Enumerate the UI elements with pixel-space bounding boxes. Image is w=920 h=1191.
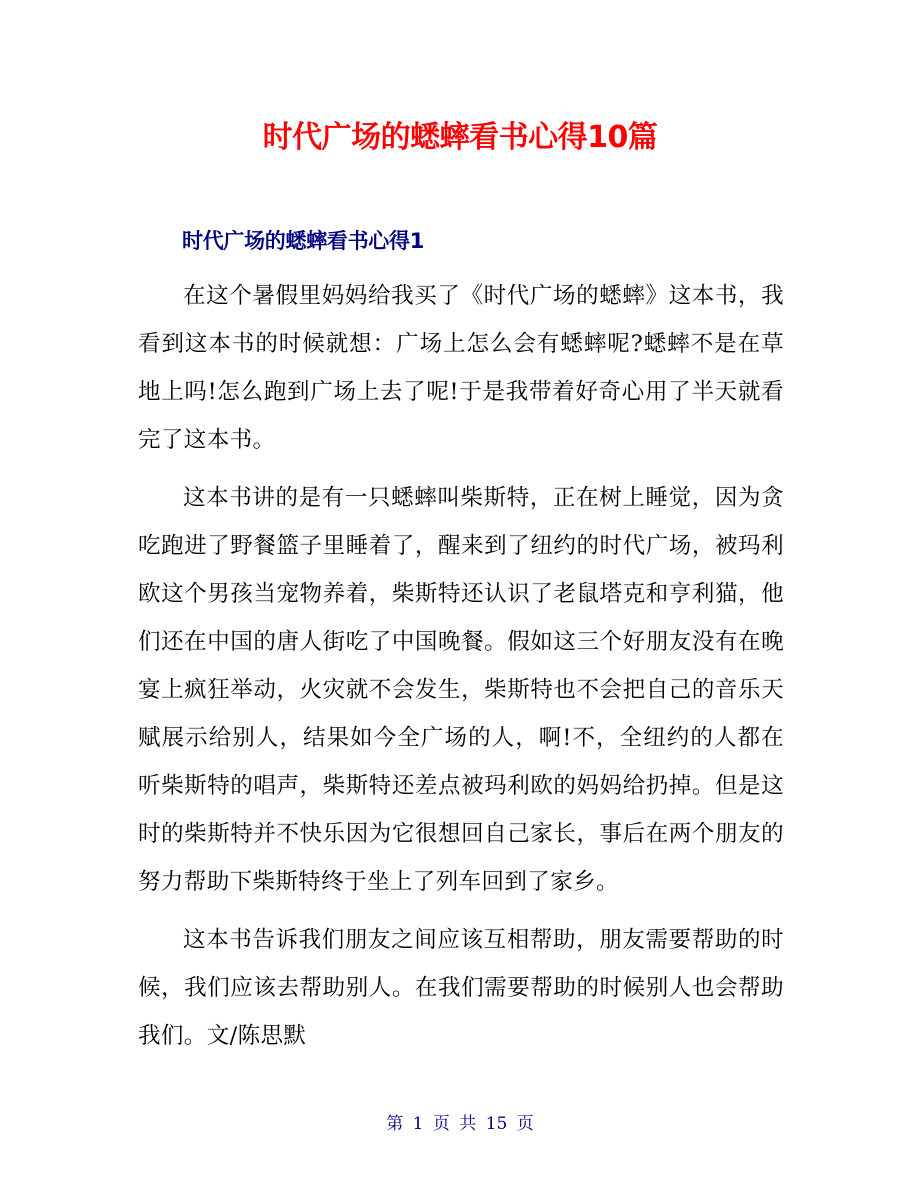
body-paragraph-1: 在这个暑假里妈妈给我买了《时代广场的蟋蟀》这本书，我看到这本书的时候就想：广场上怎么会有蟋蟀呢?蟋蟀不是在草地上吗!怎么跑到广场上去了呢!于是我带着好奇心用了半天就看完了这本书。 <box>138 283 784 453</box>
section-heading: 时代广场的蟋蟀看书心得1 <box>182 229 425 253</box>
document-title: 时代广场的蟋蟀看书心得10篇 <box>262 120 658 155</box>
body-paragraph-3: 这本书告诉我们朋友之间应该互相帮助，朋友需要帮助的时候，我们应该去帮助别人。在我们需要帮助的时候别人也会帮助我们。文/陈思默 <box>138 927 784 1049</box>
body-paragraph-2: 这本书讲的是有一只蟋蟀叫柴斯特，正在树上睡觉，因为贪吃跑进了野餐篮子里睡着了，醒来到了纽约的时代广场，被玛利欧这个男孩当宠物养着，柴斯特还认识了老鼠塔克和亨利猫，他们还在中国的唐人街吃了中国晚餐。假如这三个好朋友没有在晚宴上疯狂举动，火灾就不会发生，柴斯特也不会把自己的音乐天赋展示给别人，结果如今全广场的人，啊!不，全纽约的人都在听柴斯特的唱声，柴斯特还差点被玛利欧的妈妈给扔掉。但是这时的柴斯特并不快乐因为它很想回自己家长，事后在两个朋友的努力帮助下柴斯特终于坐上了列车回到了家乡。 <box>138 485 784 895</box>
document-body <box>138 272 784 1070</box>
page-number-footer: 第 1 页 共 15 页 <box>386 1114 534 1134</box>
